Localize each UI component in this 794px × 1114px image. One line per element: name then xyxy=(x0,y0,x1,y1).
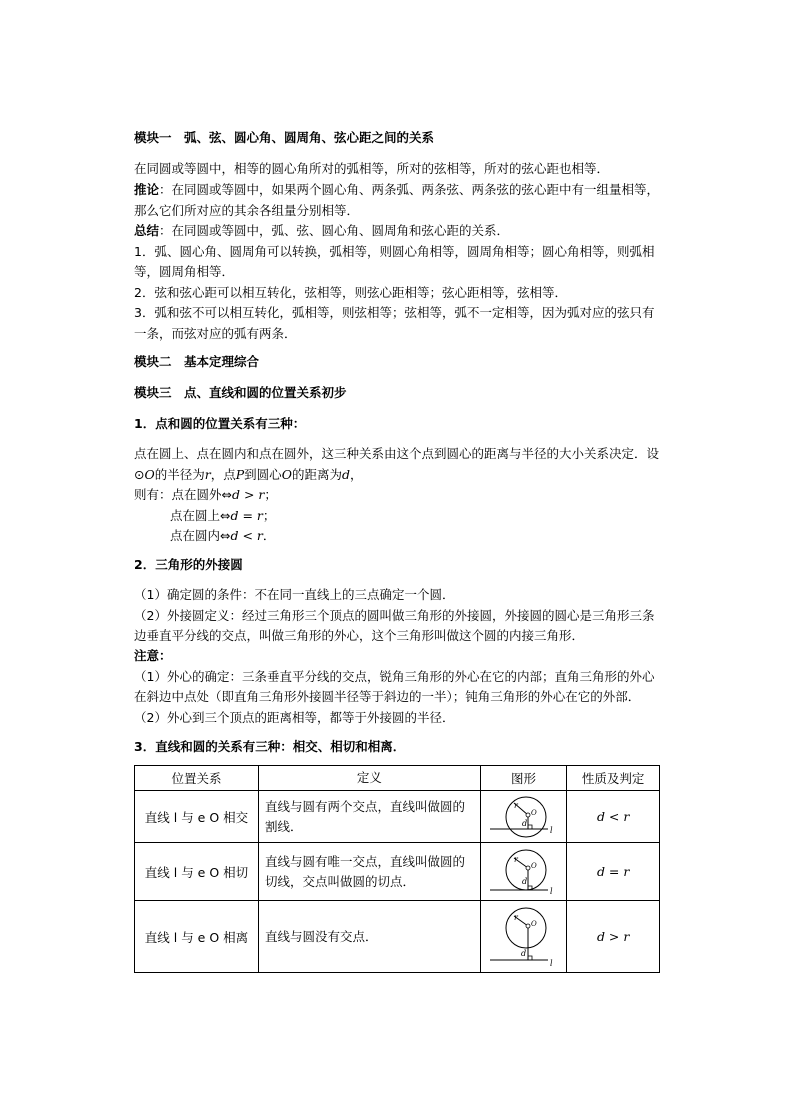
module3-title: 模块三 点、直线和圆的位置关系初步 xyxy=(134,385,347,400)
note1-line1: （1）外心的确定：三条垂直平分线的交点，锐角三角形的外心在它的内部；直角三角形的外心 xyxy=(134,669,655,684)
section2-p2-line2: 边垂直平分线的交点，叫做三角形的外心，这个三角形叫做这个圆的内接三角形． xyxy=(134,628,585,643)
corollary-line2: 那么它们所对应的其余各组量分别相等． xyxy=(134,203,360,218)
header-relation: 位置关系 xyxy=(135,766,259,791)
label-d: d xyxy=(521,876,527,886)
cell-definition: 直线与圆没有交点． xyxy=(258,901,480,973)
var-d: d xyxy=(341,467,350,482)
rel-in-formula: d < r xyxy=(230,528,263,543)
separate-figure xyxy=(486,904,562,970)
cell-relation: 直线 l 与 e O 相交 xyxy=(135,791,259,843)
note2-line: （2）外心到三个顶点的距离相等，都等于外接圆的半径． xyxy=(134,710,455,725)
rel-on-end: ； xyxy=(262,508,276,523)
section1-title: 1．点和圆的位置关系有三种： xyxy=(134,416,306,431)
text-radius: 的半径为 xyxy=(154,467,205,482)
label-O: O xyxy=(530,808,537,817)
table-row xyxy=(135,843,660,901)
var-r: r xyxy=(204,467,211,482)
rel-on-text: 点在圆上⇔ xyxy=(170,508,231,523)
label-O: O xyxy=(530,861,537,870)
cell-figure xyxy=(480,843,566,901)
table-header-row xyxy=(135,766,660,791)
section2-p2-line1: （2）外接圆定义：经过三角形三个顶点的圆叫做三角形的外接圆，外接圆的圆心是三角形三条 xyxy=(134,608,655,623)
note1-line2: 在斜边中点处（即直角三角形外接圆半径等于斜边的一半）；钝角三角形的外心在它的外部． xyxy=(134,689,641,704)
label-l: l xyxy=(549,958,553,968)
item2-line: 2．弦和弦心距可以相互转化，弦相等，则弦心距相等；弦心距相等，弦相等． xyxy=(134,285,567,300)
item3-line2: 一条，而弦对应的弧有两条． xyxy=(134,326,297,341)
section2-title: 2．三角形的外接圆 xyxy=(134,557,243,572)
item1-line1: 1．弧、圆心角、圆周角可以转换，弧相等，则圆心角相等，圆周角相等；圆心角相等，则弧相 xyxy=(134,244,655,259)
relation-inside xyxy=(170,526,275,546)
table-row xyxy=(135,791,660,843)
relation-outside xyxy=(134,485,277,505)
rel-out-formula: d > r xyxy=(232,487,265,502)
corollary-text: ：在同圆或等圆中，如果两个圆心角、两条弧、两条弦、两条弦的弦心距中有一组量相等， xyxy=(159,182,660,197)
relation-on xyxy=(170,506,275,526)
intersect-figure xyxy=(486,793,562,841)
module1-paragraph: 在同圆或等圆中，相等的圆心角所对的弧相等，所对的弦相等，所对的弦心距也相等． xyxy=(134,161,610,176)
text-distance: 的距离为 xyxy=(291,467,342,482)
cell-relation: 直线 l 与 e O 相切 xyxy=(135,843,259,901)
section1-paragraph-line1: 点在圆上、点在圆内和点在圆外，这三种关系由这个点到圆心的距离与半径的大小关系决定．设 xyxy=(134,446,660,461)
rel-in-end: ． xyxy=(262,528,276,543)
cell-definition: 直线与圆有唯一交点，直线叫做圆的切线，交点叫做圆的切点． xyxy=(258,843,480,901)
table-row xyxy=(135,901,660,973)
var-O2: O xyxy=(281,467,292,482)
label-l: l xyxy=(549,886,553,896)
summary-label: 总结 xyxy=(134,223,160,238)
rel-on-formula: d = r xyxy=(230,508,263,523)
cell-property: d < r xyxy=(567,791,660,843)
label-r: r xyxy=(513,854,518,864)
then-label: 则有： xyxy=(134,487,172,502)
text-to-center: 到圆心 xyxy=(244,467,282,482)
summary-line xyxy=(134,221,509,241)
item3-line1: 3．弧和弦不可以相互转化，弧相等，则弦相等；弦相等，弧不一定相等，因为弧对应的弦只有 xyxy=(134,305,655,320)
cell-definition: 直线与圆有两个交点，直线叫做圆的割线． xyxy=(258,791,480,843)
cell-relation: 直线 l 与 e O 相离 xyxy=(135,901,259,973)
section2-p1: （1）确定圆的条件：不在同一直线上的三点确定一个圆． xyxy=(134,587,455,602)
label-d: d xyxy=(520,948,526,958)
var-P: P xyxy=(235,467,245,482)
section3-title: 3．直线和圆的关系有三种：相交、相切和相离． xyxy=(134,739,406,754)
header-figure: 图形 xyxy=(480,766,566,791)
circle-symbol: ⊙ xyxy=(134,467,145,482)
header-property: 性质及判定 xyxy=(567,766,660,791)
corollary-line1 xyxy=(134,180,659,200)
section1-paragraph-line2 xyxy=(134,465,362,485)
corollary-label: 推论 xyxy=(134,182,160,197)
rel-in-text: 点在圆内⇔ xyxy=(170,528,231,543)
label-r: r xyxy=(513,800,518,810)
text-point: ，点 xyxy=(210,467,236,482)
cell-property: d > r xyxy=(567,901,660,973)
label-d: d xyxy=(521,818,527,828)
label-O: O xyxy=(530,919,537,928)
label-l: l xyxy=(549,825,553,835)
text-comma: ， xyxy=(349,467,363,482)
line-circle-relation-table xyxy=(134,765,660,973)
rel-out-end: ； xyxy=(264,487,277,502)
item1-line2: 等，圆周角相等． xyxy=(134,264,235,279)
rel-out-text: 点在圆外⇔ xyxy=(171,487,232,502)
module1-title: 模块一 弧、弦、圆心角、圆周角、弦心距之间的关系 xyxy=(134,130,435,145)
var-O: O xyxy=(144,467,155,482)
note-label: 注意： xyxy=(134,648,172,663)
cell-figure xyxy=(480,901,566,973)
label-r: r xyxy=(513,912,518,922)
module2-title: 模块二 基本定理综合 xyxy=(134,354,260,369)
cell-property: d = r xyxy=(567,843,660,901)
cell-figure xyxy=(480,791,566,843)
tangent-figure xyxy=(486,846,562,898)
summary-text: ：在同圆或等圆中，弧、弦、圆心角、圆周角和弦心距的关系． xyxy=(159,223,510,238)
header-definition: 定义 xyxy=(258,766,480,791)
